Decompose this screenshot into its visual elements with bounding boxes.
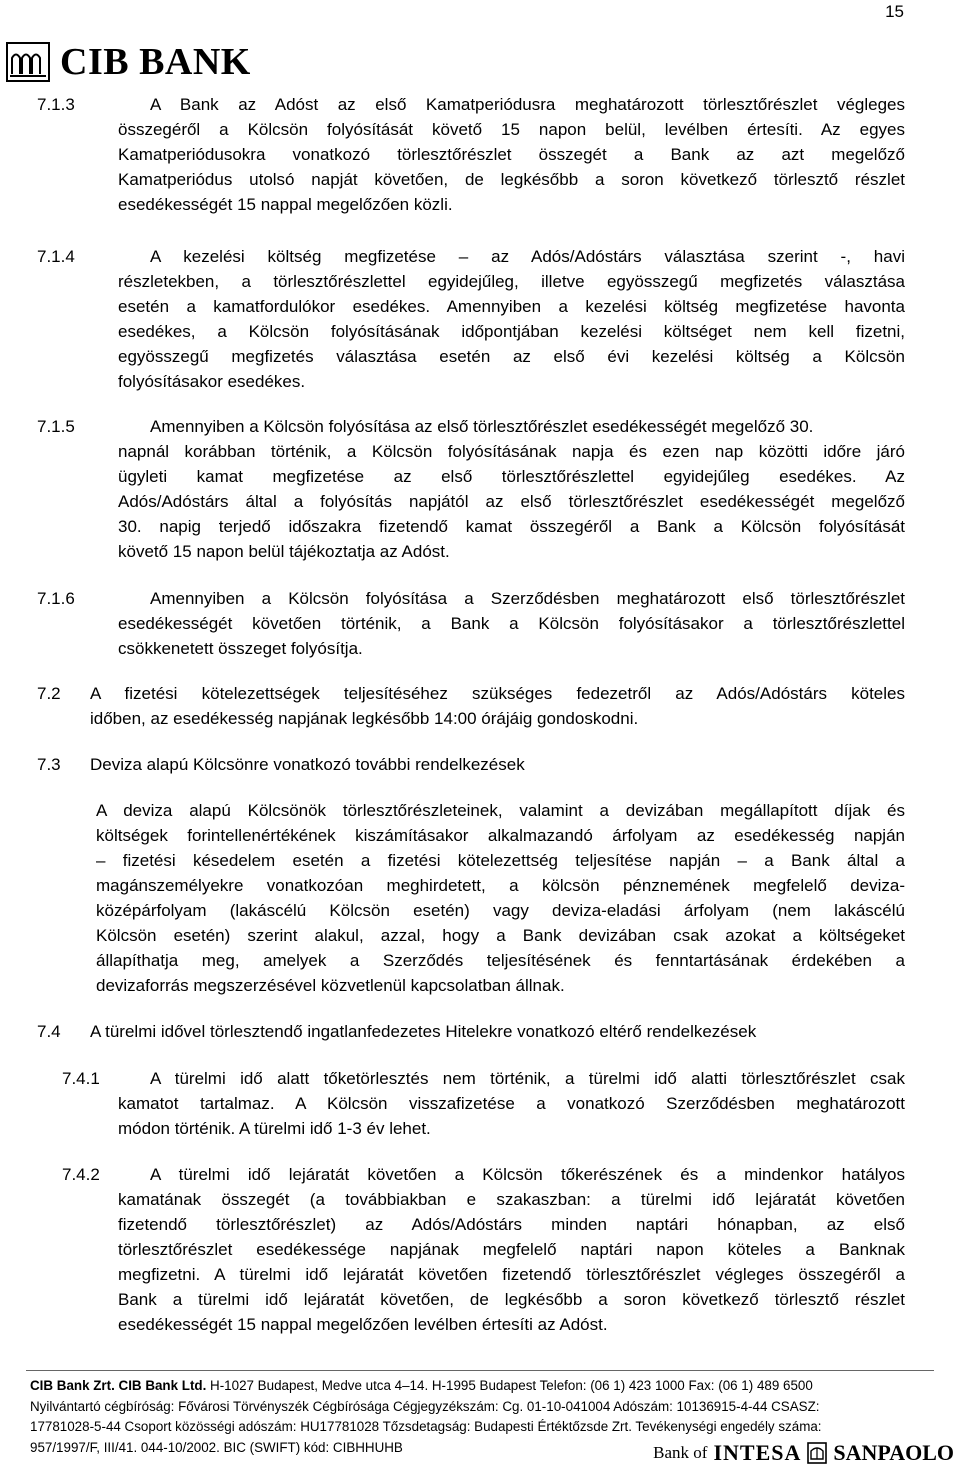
text-line: ügyleti kamat megfizetése az első törlesztőrészlettel egyidejűleg esedékes. Az xyxy=(118,467,905,486)
text-line: devizaforrás megszerzésével közvetlenül kapcsolatban állnak. xyxy=(96,976,565,995)
section-number: 7.4.1 xyxy=(62,1069,100,1088)
footer-line: 957/1997/F, III/41. 044-10/2002. BIC (SWIFT) kód: CIBHHUHB xyxy=(30,1439,403,1455)
text-line: megfizetni. A türelmi idő lejáratát követően fizetendő törlesztőrészlet végleges összegéről a xyxy=(118,1265,905,1284)
text-line: Amennyiben a Kölcsön folyósítása a Szerződésben meghatározott első törlesztőrészlet xyxy=(150,589,905,608)
section-7-1-6 xyxy=(118,586,905,661)
text-line: esedékességét 15 nappal megelőzően közli. xyxy=(118,195,453,214)
text-line: A Bank az Adóst az első Kamatperiódusra meghatározott törlesztőrészlet végleges xyxy=(150,95,905,114)
section-7-3-body xyxy=(96,798,905,998)
section-number: 7.3 xyxy=(37,755,61,774)
section-7-4-2 xyxy=(118,1162,905,1337)
text-line: – fizetési késedelem esetén a fizetési kötelezettség teljesítése napján – a Bank által a xyxy=(96,851,905,870)
section-7-1-5 xyxy=(118,414,905,564)
text-line: Kölcsön esetén) szerint alakul, azzal, hogy a Bank devizában csak azokat a költségeket xyxy=(96,926,905,945)
cib-bank-logo xyxy=(6,42,251,82)
text-line: törlesztőrészlet esedékessége napjának megfelelő naptári napon köteles a Banknak xyxy=(118,1240,905,1259)
text-line: A türelmi idő lejáratát követően a Kölcsön tőkerészének és a mindenkor hatályos xyxy=(150,1165,905,1184)
text-line: esetén a kamatfordulókor esedékes. Amennyiben a kezelési költség megfizetése havonta xyxy=(118,297,905,316)
footer-divider xyxy=(26,1370,934,1371)
text-line: Amennyiben a Kölcsön folyósítása az első törlesztőrészlet esedékességét megelőző 30. xyxy=(150,417,814,436)
text-line: A fizetési kötelezettségek teljesítéséhez szükséges fedezetről az Adós/Adóstárs köteles xyxy=(90,684,905,703)
text-line: módon történik. A türelmi idő 1-3 év lehet. xyxy=(118,1119,431,1138)
text-line: kamatának összegét (a továbbiakban e szakaszban: a türelmi idő lejáratát követően xyxy=(118,1190,905,1209)
section-number: 7.4.2 xyxy=(62,1165,100,1184)
bank-of-label: Bank of xyxy=(653,1443,708,1462)
text-line: fizetendő törlesztőrészlet) az Adós/Adóstárs minden naptári hónapban, az első xyxy=(118,1215,905,1234)
section-7-4-1 xyxy=(118,1066,905,1141)
text-line: A deviza alapú Kölcsönök törlesztőrészleteinek, valamint a devizában megállapított díjak és xyxy=(96,801,905,820)
text-line: összegéről a Kölcsön folyósítását követő 15 napon belül, levélben értesíti. Az egyes xyxy=(118,120,905,139)
text-line: Bank a türelmi idő lejáratát követően, de legkésőbb a soron következő törlesztő részlet xyxy=(118,1290,905,1309)
brand-name: CIB BANK xyxy=(60,41,251,83)
text-line: esedékességét követően történik, a Bank a Kölcsön folyósításakor a törlesztőrészlettel xyxy=(118,614,905,633)
text-line: állapíthatja meg, amelyek a Szerződés teljesítésének és fenntartásának érdekében a xyxy=(96,951,905,970)
sanpaolo-label: SANPAOLO xyxy=(833,1440,954,1465)
text-line: részletekben, a törlesztőrészlettel egyidejűleg, illetve egyösszegű megfizetés választása xyxy=(118,272,905,291)
section-number: 7.1.6 xyxy=(37,589,75,608)
cib-building-icon xyxy=(6,42,50,82)
footer-address: H-1027 Budapest, Medve utca 4–14. H-1995 Budapest Telefon: (06 1) 423 1000 Fax: (06 1) 489 6500 xyxy=(206,1378,813,1393)
text-line: folyósításakor esedékes. xyxy=(118,372,306,391)
bank-of-intesa-sanpaolo-logo xyxy=(653,1440,954,1466)
text-line: költségek forintellenértékének kiszámításakor alkalmazandó árfolyam az esedékesség napján xyxy=(96,826,905,845)
section-7-1-3 xyxy=(118,92,905,217)
text-line: Adós/Adóstárs által a folyósítás napjától az első törlesztőrészlet esedékességét megelőző xyxy=(118,492,905,511)
section-number: 7.1.4 xyxy=(37,247,75,266)
intesa-label: INTESA xyxy=(713,1440,802,1465)
section-7-2 xyxy=(90,681,905,731)
text-line: 30. napig terjedő időszakra fizetendő kamat összegéről a Bank a Kölcsön folyósítását xyxy=(118,517,905,536)
footer-line: 17781028-5-44 Csoport közösségi adószám: HU17781028 Tőzsdetagság: Budapesti Értéktőzsde Zrt. Tevékenységi engedély száma: xyxy=(30,1419,822,1434)
text-line: esedékességét 15 nappal megelőzően levélben értesíti az Adóst. xyxy=(118,1315,608,1334)
section-heading: Deviza alapú Kölcsönre vonatkozó további rendelkezések xyxy=(90,755,525,774)
text-line: követő 15 napon belül tájékoztatja az Adóst. xyxy=(118,542,450,561)
section-number: 7.1.5 xyxy=(37,417,75,436)
footer-company: CIB Bank Zrt. CIB Bank Ltd. xyxy=(30,1378,207,1393)
sanpaolo-emblem-icon xyxy=(807,1442,827,1464)
text-line: egyösszegű megfizetés választása esetén az első évi kezelési költség a Kölcsön xyxy=(118,347,905,366)
section-number: 7.4 xyxy=(37,1022,61,1041)
page-number: 15 xyxy=(885,2,904,21)
text-line: magánszemélyekre vonatkozóan meghirdetett, a kölcsön pénznemének megfelelő deviza- xyxy=(96,876,905,895)
footer-line: Nyilvántartó cégbíróság: Fővárosi Törvényszék Cégbírósága Cégjegyzékszám: Cg. 01-10-041004 Adószám: 10136915-4-44 CSASZ: xyxy=(30,1398,820,1414)
text-line: kamatot tartalmaz. A Kölcsön visszafizetése a vonatkozó Szerződésben meghatározott xyxy=(118,1094,905,1113)
footer-line xyxy=(30,1376,960,1397)
text-line: középárfolyam (lakáscélú Kölcsön esetén) vagy deviza-eladási árfolyam (nem lakáscélú xyxy=(96,901,905,920)
text-line: esedékes, a Kölcsön folyósításának időpontjában kezelési költséget nem kell fizetni, xyxy=(118,322,905,341)
text-line: napnál korábban történik, a Kölcsön folyósításának napja és ezen nap közötti időre járó xyxy=(118,442,905,461)
section-number: 7.2 xyxy=(37,684,61,703)
text-line: csökkenetett összeget folyósítja. xyxy=(118,639,363,658)
text-line: Kamatperiódus utolsó napját követően, de legkésőbb a soron következő törlesztő részlet xyxy=(118,170,905,189)
text-line: A kezelési költség megfizetése – az Adós/Adóstárs választása szerint -, havi xyxy=(150,247,905,266)
section-7-1-4 xyxy=(118,244,905,394)
section-number: 7.1.3 xyxy=(37,95,75,114)
text-line: időben, az esedékesség napjának legkésőbb 14:00 órájáig gondoskodni. xyxy=(90,709,639,728)
text-line: Kamatperiódusokra vonatkozó törlesztőrészlet összegét a Bank az azt megelőző xyxy=(118,145,905,164)
section-heading: A türelmi idővel törlesztendő ingatlanfedezetes Hitelekre vonatkozó eltérő rendelkezések xyxy=(90,1022,757,1041)
text-line: A türelmi idő alatt tőketörlesztés nem történik, a türelmi idő alatti törlesztőrészlet csak xyxy=(150,1069,905,1088)
